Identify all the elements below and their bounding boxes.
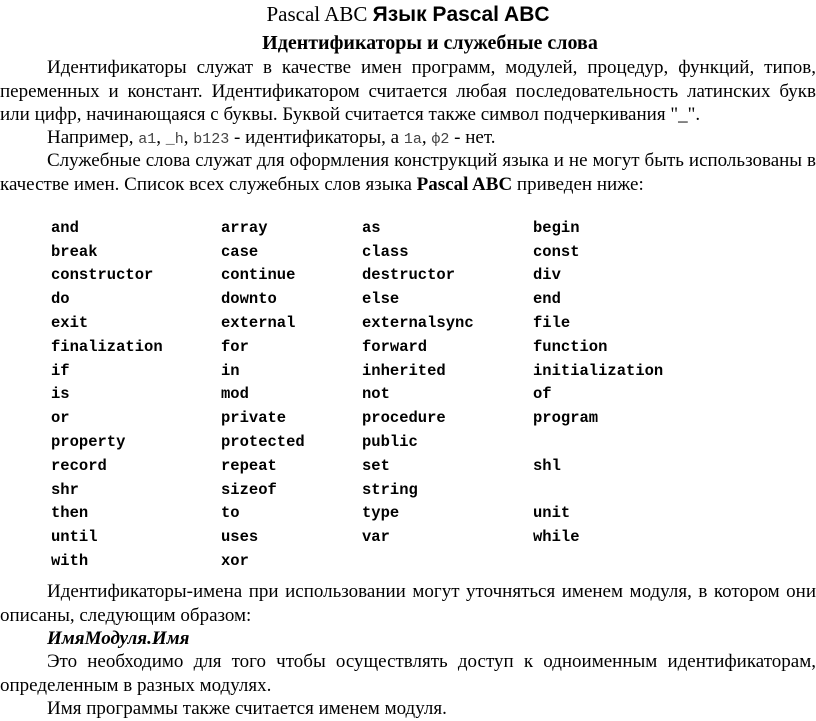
keywords-intro-tail: приведен ниже: — [516, 173, 644, 195]
keyword-cell: external — [221, 314, 296, 333]
keyword-cell: begin — [533, 218, 580, 237]
example-valid-h: _h — [165, 131, 184, 148]
keyword-cell: shr — [51, 480, 79, 499]
keyword-cell: with — [51, 552, 89, 571]
keyword-cell: file — [533, 314, 571, 333]
keyword-row — [51, 525, 683, 549]
keyword-cell: mod — [221, 385, 249, 404]
keyword-cell — [533, 478, 683, 502]
program-name-text: Имя программы также считается именем модуля. — [47, 698, 447, 719]
keyword-cell: type — [362, 504, 400, 523]
keyword-cell: const — [533, 242, 580, 261]
keyword-cell: array — [221, 218, 268, 237]
keyword-cell — [533, 430, 683, 454]
keyword-cell: private — [221, 409, 287, 428]
example-invalid-f2: ф2 — [431, 131, 450, 148]
example-separator: , — [156, 127, 161, 148]
qualified-name-example: ИмяМодуля.Имя — [47, 628, 190, 649]
keyword-row — [51, 383, 683, 407]
keyword-row — [51, 287, 683, 311]
keyword-cell: until — [51, 528, 98, 547]
keyword-row — [51, 311, 683, 335]
keyword-cell: exit — [51, 314, 89, 333]
keyword-cell: record — [51, 456, 107, 475]
title-bold: Язык Pascal ABC — [372, 3, 550, 26]
keyword-cell: break — [51, 242, 98, 261]
keyword-cell: shl — [533, 456, 561, 475]
paragraph-qualified-names — [0, 580, 816, 627]
keyword-cell: procedure — [362, 409, 446, 428]
paragraph-identifiers — [0, 56, 816, 127]
keyword-cell: not — [362, 385, 390, 404]
paragraph-program-name — [0, 697, 816, 721]
keyword-cell: forward — [362, 337, 428, 356]
keyword-cell: sizeof — [221, 480, 277, 499]
keyword-cell: externalsync — [362, 314, 474, 333]
keyword-cell: continue — [221, 266, 296, 285]
keyword-row — [51, 430, 683, 454]
keyword-cell: public — [362, 433, 418, 452]
keyword-cell: while — [533, 528, 580, 547]
keyword-cell: class — [362, 242, 409, 261]
keywords-intro-text: Служебные слова служат для оформления конструкций языка и не могут быть использованы в качестве имен. Список всех служебных слов языка — [0, 150, 816, 195]
keyword-cell: program — [533, 409, 599, 428]
section-heading: Идентификаторы и служебные слова — [262, 32, 598, 54]
keyword-row — [51, 264, 683, 288]
keyword-cell: finalization — [51, 337, 163, 356]
keyword-row — [51, 216, 683, 240]
keyword-cell: case — [221, 242, 259, 261]
keyword-row — [51, 240, 683, 264]
keyword-cell: inherited — [362, 361, 446, 380]
keyword-cell: is — [51, 385, 70, 404]
keyword-cell: end — [533, 290, 561, 309]
keyword-cell: for — [221, 337, 249, 356]
keyword-cell: var — [362, 528, 390, 547]
keyword-row — [51, 359, 683, 383]
title-plain: Pascal ABC — [266, 2, 368, 26]
keyword-cell: property — [51, 433, 126, 452]
keyword-cell: set — [362, 456, 390, 475]
example-separator: , — [421, 127, 427, 148]
paragraph-purpose — [0, 650, 816, 697]
keyword-cell: destructor — [362, 266, 456, 285]
keyword-cell: xor — [221, 552, 249, 571]
keyword-cell: as — [362, 218, 381, 237]
keyword-row — [51, 478, 683, 502]
keyword-row — [51, 454, 683, 478]
example-middle-text: - идентификаторы, а — [234, 127, 400, 148]
example-invalid-1a: 1a — [403, 131, 422, 148]
keyword-cell — [533, 549, 683, 573]
keyword-cell: to — [221, 504, 240, 523]
keyword-cell: div — [533, 266, 561, 285]
keyword-cell: do — [51, 290, 70, 309]
keyword-row — [51, 335, 683, 359]
keyword-row — [51, 549, 683, 573]
keyword-cell: else — [362, 290, 400, 309]
keywords-table — [51, 216, 683, 573]
keyword-cell: uses — [221, 528, 259, 547]
keyword-cell: protected — [221, 433, 305, 452]
keyword-cell: initialization — [533, 361, 664, 380]
example-valid-a1: a1 — [138, 131, 157, 148]
keyword-row — [51, 502, 683, 526]
example-prefix: Например, — [47, 127, 134, 148]
document-title — [0, 0, 816, 29]
keyword-cell: constructor — [51, 266, 154, 285]
keyword-cell: and — [51, 218, 79, 237]
keyword-cell: or — [51, 409, 70, 428]
keyword-row — [51, 406, 683, 430]
keyword-cell: function — [533, 337, 608, 356]
paragraph-keywords-intro — [0, 149, 816, 196]
keyword-cell: in — [221, 361, 240, 380]
paragraph-identifiers-text: Идентификаторы служат в качестве имен программ, модулей, процедур, функций, типов, переменных и констант. Идентификатором считается любая последовательность латинских букв или цифр, начинающаяся с буквы. Буквой считается также символ подчеркивания "_". — [0, 57, 816, 125]
keyword-cell — [362, 549, 533, 573]
keywords-intro-language: Pascal ABC — [416, 173, 513, 195]
keyword-cell: unit — [533, 504, 571, 523]
keyword-cell: then — [51, 504, 89, 523]
qualified-names-text: Идентификаторы-имена при использовании могут уточняться именем модуля, в котором они описаны, следующим образом: — [0, 581, 816, 626]
example-separator: , — [183, 127, 189, 148]
purpose-text: Это необходимо для того чтобы осуществлять доступ к одноименным идентификаторам, определенным в разных модулях. — [0, 651, 816, 696]
keyword-cell: of — [533, 385, 552, 404]
example-suffix: - нет. — [454, 127, 496, 148]
keyword-cell: downto — [221, 290, 277, 309]
keyword-cell: repeat — [221, 456, 277, 475]
example-valid-b123: b123 — [193, 131, 230, 148]
keyword-cell: string — [362, 480, 418, 499]
keyword-cell: if — [51, 361, 70, 380]
paragraph-examples — [0, 126, 816, 152]
